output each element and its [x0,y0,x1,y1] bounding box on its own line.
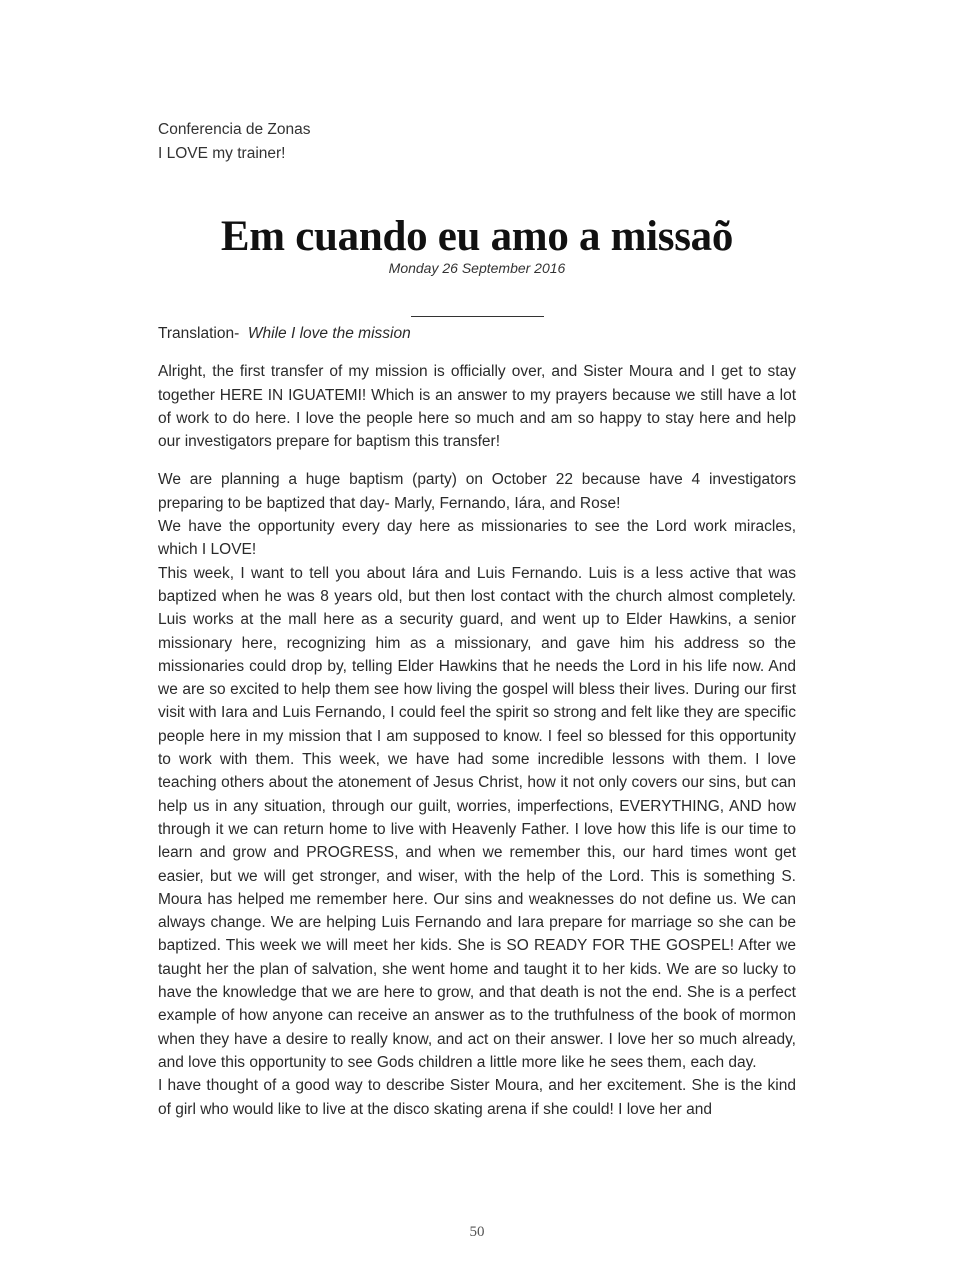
paragraph: I have thought of a good way to describe Sister Moura, and her excitement. She is the kind of girl who would like to live at the disco skating arena if she could! I love her and [158,1077,796,1118]
header-line-trainer: I LOVE my trainer! [158,145,286,162]
article-body [158,322,796,1121]
page-number: 50 [469,1224,485,1240]
paragraph: This week, I want to tell you about Iára and Luis Fernando. Luis is a less active that was baptized when he was 8 years old, but then lost contact with the church almost completely. Luis works at the mall here as a security guard, and went up to Elder Hawkins, a senior missionary here, recognizing him as a missionary, and gave him his address so the missionaries could drop by, telling Elder Hawkins that he needs the Lord in his life now. And we are so excited to help them see how living the gospel will bless their lives. During our first visit with Iara and Luis Fernando, I could feel the spirit so strong and felt like they are specific people here in my mission that I am supposed to know. I feel so blessed for this opportunity to work with them. This week, we have had some incredible lessons with them. I love teaching others about the atonement of Jesus Christ, how it not only covers our sins, but can help us in any situation, through our guilt, worries, imperfections, EVERYTHING, AND how through it we can return home to live with Heavenly Father. I love how this life is our time to learn and grow and PROGRESS, and when we remember this, our hard times wont get easier, but we will get stronger, and wiser, with the help of the Lord. This is something S. Moura has helped me remember here. Our sins and weaknesses do not define us. We can always change. We are helping Luis Fernando and Iara prepare for marriage so she can be baptized. This week we will meet her kids. She is SO READY FOR THE GOSPEL! After we taught her the plan of salvation, she went home and taught it to her kids. We are so lucky to have the knowledge that we are here to grow, and that death is not the end. She is a perfect example of how anyone can receive an answer as to the truthfulness of the book of mormon when they have a desire to really know, and act on their answer. I love her so much already, and love this opportunity to see Gods children a little more like he sees them, each day. [158,564,796,1071]
paragraph: We have the opportunity every day here as missionaries to see the Lord work miracles, which I LOVE! [158,518,796,559]
translation-label: Translation- [158,325,240,342]
page-header [158,118,311,166]
title-divider [411,316,544,317]
translation-line [158,322,796,345]
article-date: Monday 26 September 2016 [388,260,566,276]
paragraph: We are planning a huge baptism (party) on October 22 because have 4 investigators preparing to be baptized that day- Marly, Fernando, Iára, and Rose! [158,471,796,512]
header-line-zone-conference: Conferencia de Zonas [158,121,311,138]
article-title: Em cuando eu amo a missaõ [220,213,734,260]
paragraph: Alright, the first transfer of my mission is officially over, and Sister Moura and I get to stay together HERE IN IGUATEMI! Which is an answer to my prayers because we still have a lot of work to do here. I love the people here so much and am so happy to stay here and help our investigators prepare for baptism this transfer! [158,363,796,451]
translation-text: While I love the mission [247,325,411,342]
